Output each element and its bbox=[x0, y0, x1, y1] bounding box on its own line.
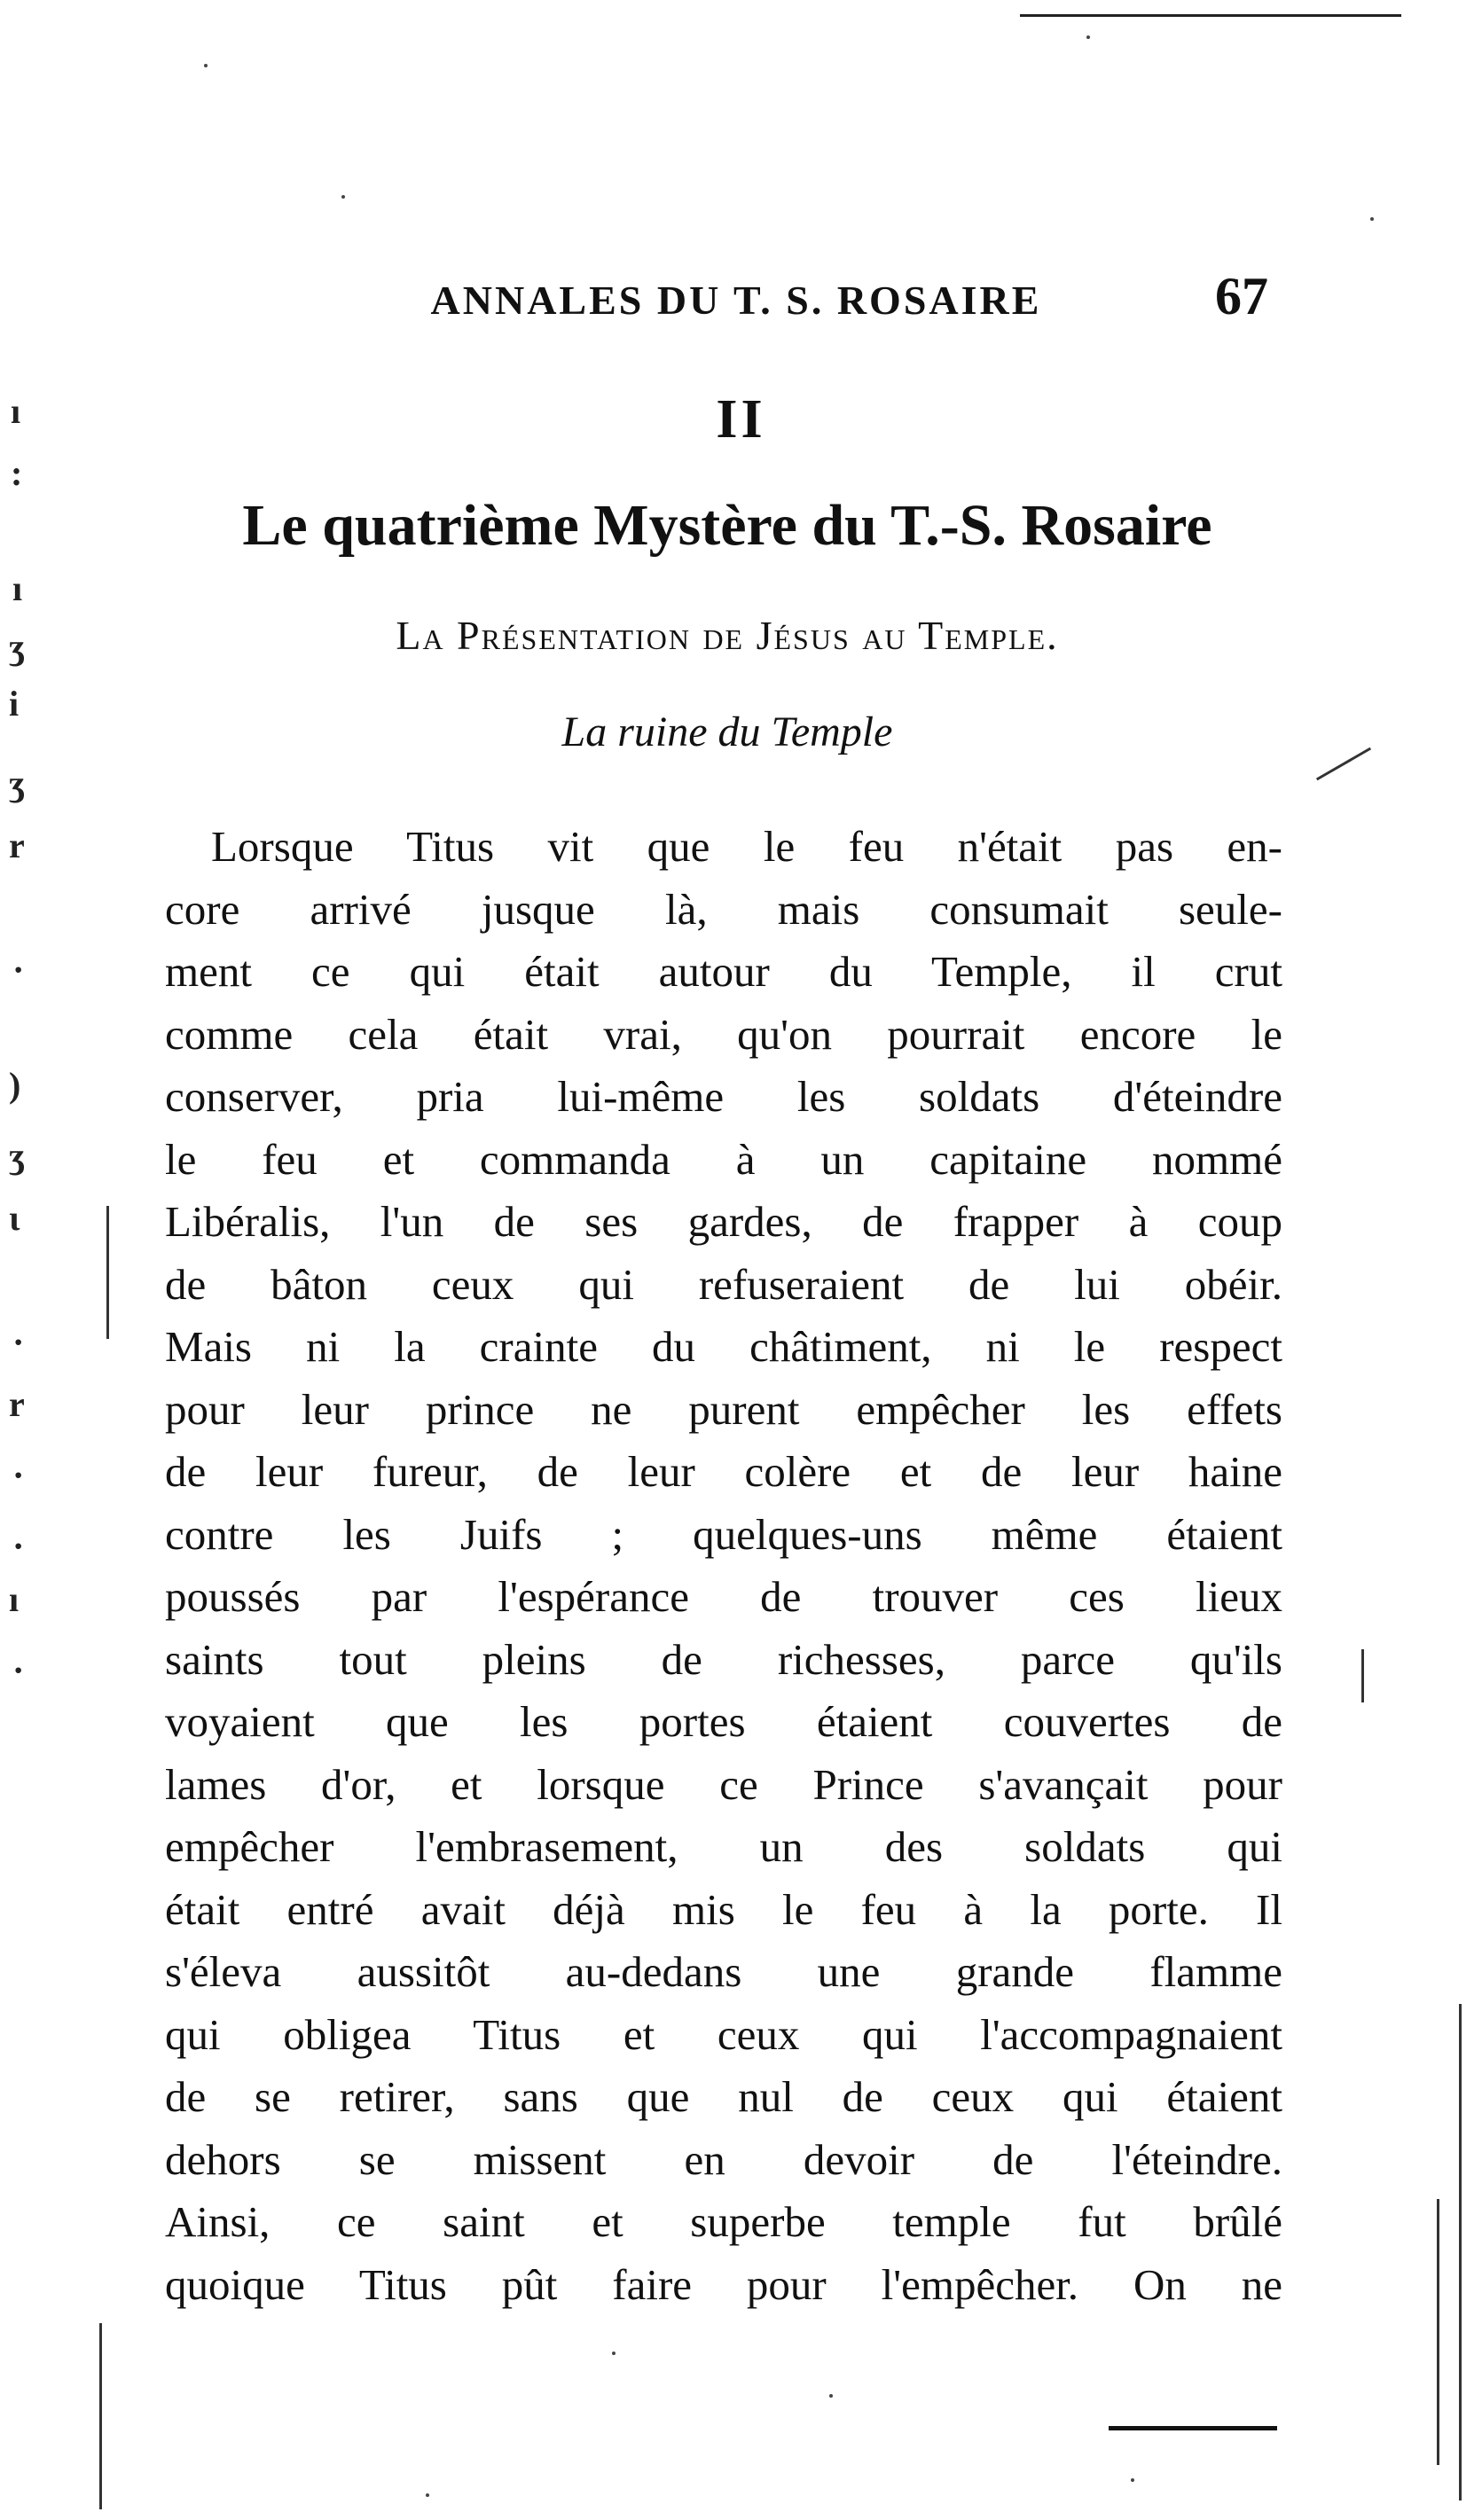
text-line: Mais ni la crainte du châtiment, ni le respect bbox=[165, 1322, 1282, 1371]
text-line: Lorsque Titus vit que le feu n'était pas en- bbox=[211, 822, 1282, 871]
text-line: poussés par l'espérance de trouver ces lieux bbox=[165, 1572, 1282, 1621]
text-line: conserver, pria lui-même les soldats d'éteindre bbox=[165, 1072, 1282, 1121]
text-line: dehors se missent en devoir de l'éteindre. bbox=[165, 2134, 1282, 2184]
margin-mark: r bbox=[9, 826, 25, 865]
margin-mark: ʒ bbox=[9, 1136, 26, 1176]
margin-bleed-line bbox=[1361, 1649, 1364, 1702]
paper-speck bbox=[204, 64, 208, 67]
text-line: saints tout pleins de richesses, parce qu'ils bbox=[165, 1634, 1282, 1684]
text-line: de se retirer, sans que nul de ceux qui étaient bbox=[165, 2072, 1282, 2121]
margin-mark: i bbox=[9, 684, 20, 724]
margin-mark: ) bbox=[9, 1065, 21, 1105]
section-subtitle: La Présentation de Jésus au Temple. bbox=[396, 613, 1059, 658]
margin-mark: ʒ bbox=[9, 627, 26, 667]
margin-bleed-line bbox=[106, 1206, 109, 1339]
margin-mark: · bbox=[12, 1455, 25, 1495]
top-edge-rule bbox=[1020, 14, 1401, 17]
body-paragraph bbox=[165, 816, 1282, 2316]
text-line: de bâton ceux qui refuseraient de lui obéir. bbox=[165, 1259, 1282, 1309]
paper-speck bbox=[1370, 217, 1374, 221]
text-line: ment ce qui était autour du Temple, il crut bbox=[165, 947, 1282, 996]
margin-bleed-line bbox=[1459, 2004, 1462, 2500]
margin-bleed-line bbox=[1316, 747, 1371, 781]
margin-mark: · bbox=[12, 1322, 25, 1362]
paper-speck bbox=[612, 2352, 616, 2355]
page-number: 67 bbox=[1215, 267, 1268, 325]
margin-mark: ɩ bbox=[9, 1198, 20, 1238]
text-line: comme cela était vrai, qu'on pourrait encore le bbox=[165, 1009, 1282, 1059]
margin-bleed-line bbox=[99, 2323, 102, 2509]
text-line: empêcher l'embrasement, un des soldats qui bbox=[165, 1822, 1282, 1871]
paper-speck bbox=[1086, 35, 1090, 39]
text-line: Ainsi, ce saint et superbe temple fut brûlé bbox=[165, 2197, 1282, 2246]
margin-mark: ı bbox=[11, 391, 21, 431]
catchword-underline bbox=[1109, 2426, 1277, 2430]
text-line: le feu et commanda à un capitaine nommé bbox=[165, 1134, 1282, 1184]
margin-mark: ı bbox=[12, 568, 23, 608]
margin-bleed-line bbox=[1437, 2199, 1439, 2465]
margin-mark: r bbox=[9, 1384, 25, 1424]
margin-mark: · bbox=[12, 1526, 25, 1566]
margin-mark: · bbox=[12, 1650, 25, 1690]
margin-mark: ı bbox=[9, 1579, 20, 1619]
margin-mark: · bbox=[12, 950, 25, 990]
paper-speck bbox=[829, 2394, 833, 2398]
text-line: contre les Juifs ; quelques-uns même étaient bbox=[165, 1509, 1282, 1559]
margin-mark: ʒ bbox=[9, 763, 26, 803]
text-line: voyaient que les portes étaient couvertes de bbox=[165, 1697, 1282, 1746]
text-line: lames d'or, et lorsque ce Prince s'avançait pour bbox=[165, 1759, 1282, 1809]
text-line: de leur fureur, de leur colère et de leur haine bbox=[165, 1447, 1282, 1496]
text-line: était entré avait déjà mis le feu à la porte. Il bbox=[165, 1884, 1282, 1934]
paper-speck bbox=[1131, 2478, 1134, 2482]
text-line: s'éleva aussitôt au-dedans une grande flamme bbox=[165, 1947, 1282, 1996]
mystery-title: Le quatrième Mystère du T.-S. Rosaire bbox=[242, 493, 1212, 558]
text-line: core arrivé jusque là, mais consumait seule- bbox=[165, 884, 1282, 934]
paper-speck bbox=[426, 2493, 429, 2497]
text-line: Libéralis, l'un de ses gardes, de frapper à coup bbox=[165, 1197, 1282, 1246]
running-head: ANNALES DU T. S. ROSAIRE bbox=[430, 278, 1042, 323]
chapter-heading: La ruine du Temple bbox=[561, 708, 893, 755]
paper-speck bbox=[341, 195, 345, 199]
section-number: II bbox=[716, 389, 766, 450]
text-line: quoique Titus pût faire pour l'empêcher. On ne bbox=[165, 2259, 1282, 2309]
text-line: qui obligea Titus et ceux qui l'accompagnaient bbox=[165, 2009, 1282, 2059]
margin-mark: : bbox=[11, 453, 23, 493]
text-line: pour leur prince ne purent empêcher les effets bbox=[165, 1384, 1282, 1434]
